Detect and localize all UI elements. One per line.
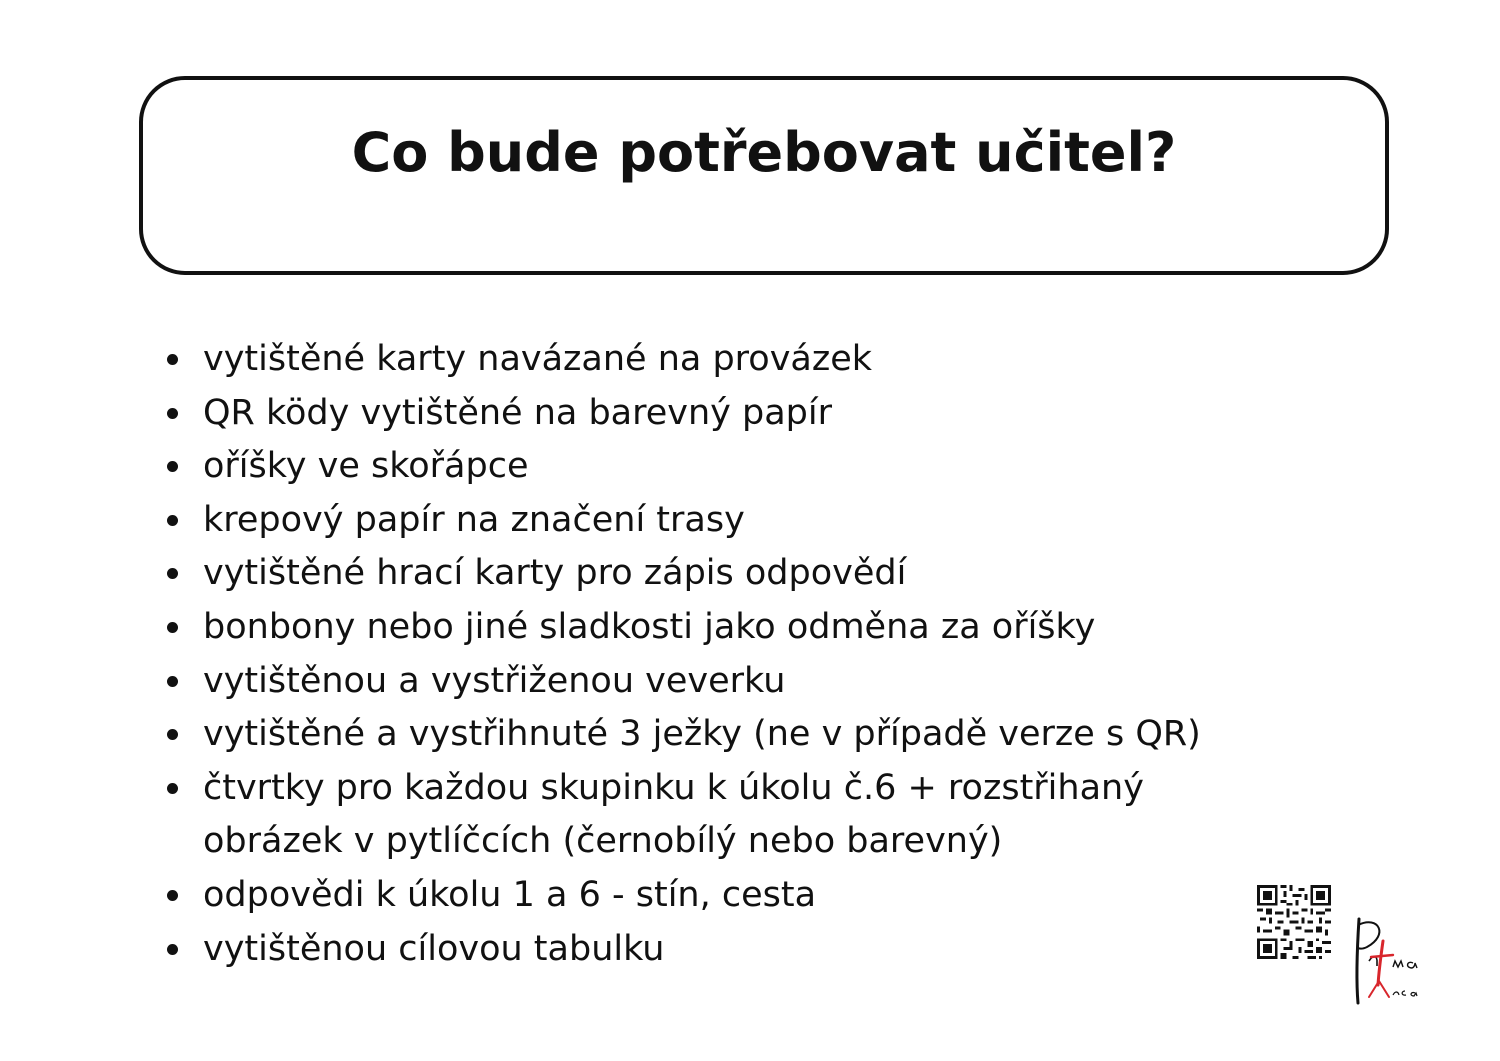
- list-item-text: vytištěnou a vystřiženou veverku: [203, 660, 786, 701]
- list-item: [158, 601, 1218, 655]
- bullet-icon: [167, 783, 178, 794]
- list-item-text: vytištěné hrací karty pro zápis odpovědí: [203, 553, 907, 594]
- list-item: [158, 869, 1218, 923]
- list-item: [158, 655, 1218, 709]
- bullet-icon: [167, 354, 178, 365]
- list-item-text: oříšky ve skořápce: [203, 446, 529, 487]
- list-item: [158, 762, 1218, 869]
- list-item-text: čtvrtky pro každou skupinku k úkolu č.6 + rozstřihaný: [203, 767, 1144, 808]
- page-title: Co bude potřebovat učitel?: [351, 121, 1177, 184]
- prima-logo: [1345, 905, 1435, 1010]
- list-item-text: vytištěné karty navázané na provázek: [203, 339, 873, 379]
- list-item: [158, 547, 1218, 601]
- supply-list: [158, 333, 1218, 976]
- list-item: [158, 708, 1218, 762]
- list-item-text: vytištěné a vystřihnuté 3 ježky (ne v případě verze s QR): [203, 714, 1201, 755]
- list-item-text: bonbony nebo jiné sladkosti jako odměna za oříšky: [203, 606, 1096, 647]
- list-item: [158, 387, 1218, 441]
- bullet-icon: [167, 729, 178, 740]
- bullet-icon: [167, 461, 178, 472]
- list-item-text: vytištěnou cílovou tabulku: [203, 928, 665, 969]
- list-item: [158, 440, 1218, 494]
- qr-code-icon: [1257, 885, 1331, 959]
- list-item: [158, 923, 1218, 977]
- list-item: [158, 494, 1218, 548]
- bullet-icon: [167, 944, 178, 955]
- bullet-icon: [167, 622, 178, 633]
- bullet-icon: [167, 890, 178, 901]
- list-item-text-continued: obrázek v pytlíčcích (černobílý nebo barevný): [203, 821, 1003, 862]
- bullet-icon: [167, 515, 178, 526]
- list-item-text: QR ködy vytištěné na barevný papír: [203, 392, 832, 433]
- list-item-text: krepový papír na značení trasy: [203, 499, 745, 540]
- list-item: [158, 333, 1218, 387]
- list-item-text: odpovědi k úkolu 1 a 6 - stín, cesta: [203, 874, 817, 915]
- bullet-icon: [167, 408, 178, 419]
- bullet-icon: [167, 568, 178, 579]
- title-box: [139, 76, 1389, 275]
- bullet-icon: [167, 676, 178, 687]
